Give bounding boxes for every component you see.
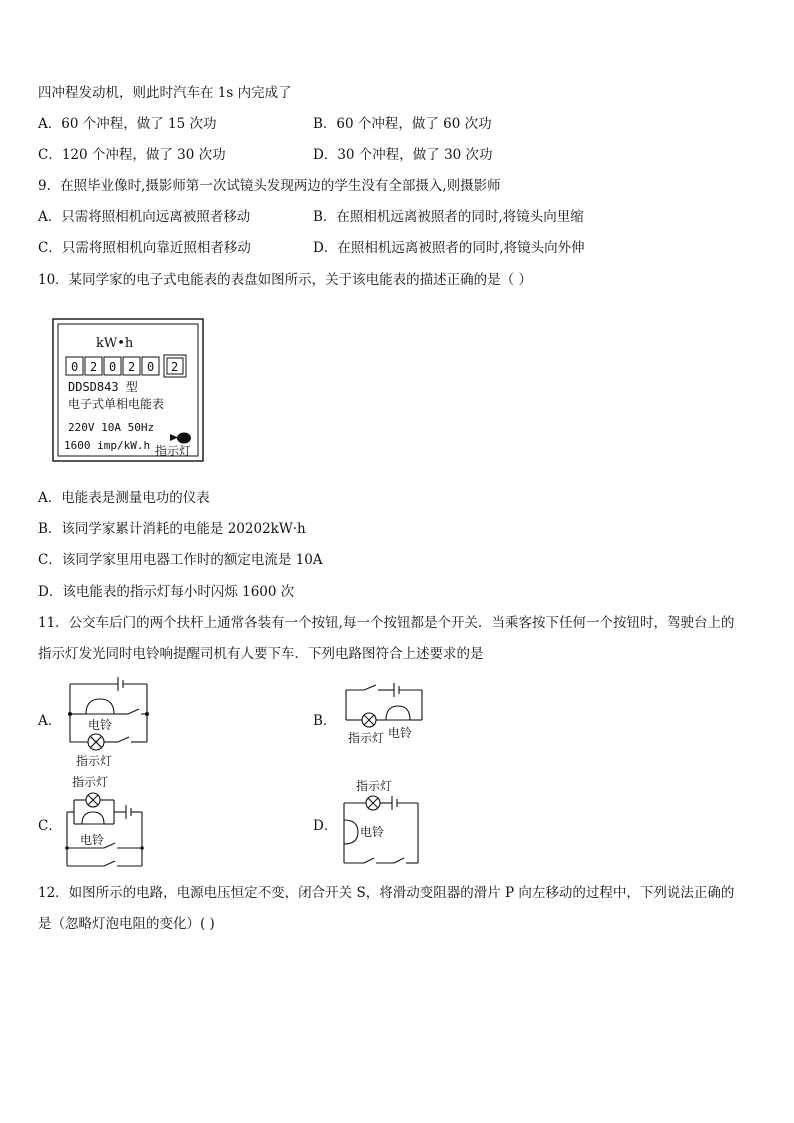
- lamp-label: 指示灯: [348, 731, 385, 745]
- q9-option-c: C．只需将照相机向靠近照相者移动: [38, 240, 251, 256]
- circuit-a-label: A．: [38, 713, 62, 729]
- meter-name: 电子式单相电能表: [68, 397, 165, 411]
- q11-stem-line1: 11．公交车后门的两个扶杆上通常各装有一个按钮,每一个按钮都是个开关．当乘客按下任何一个按钮时，驾驶台上的: [38, 615, 735, 631]
- meter-imp: 1600 imp/kW.h: [64, 439, 151, 452]
- q12-stem-line1: 12．如图所示的电路，电源电压恒定不变，闭合开关 S，将滑动变阻器的滑片 P 向左移动的过程中，下列说法正确的: [38, 885, 735, 901]
- meter-digit: 2: [90, 360, 98, 374]
- q9-stem: 9．在照毕业像时,摄影师第一次试镜头发现两边的学生没有全部摄入,则摄影师: [38, 178, 501, 194]
- meter-digit: 0: [109, 360, 117, 374]
- q10-option-a: A．电能表是测量电功的仪表: [38, 490, 210, 506]
- lamp-label: 指示灯: [76, 754, 113, 768]
- circuit-c-label: C．: [38, 818, 62, 834]
- meter-digit: 0: [147, 360, 155, 374]
- q10-option-b: B．该同学家累计消耗的电能是 20202kW·h: [38, 521, 306, 537]
- q8-option-a: A．60 个冲程，做了 15 次功: [38, 116, 217, 132]
- q8-option-d: D．30 个冲程，做了 30 次功: [313, 147, 493, 163]
- bell-icon: [386, 706, 410, 720]
- circuit-b-label: B．: [313, 713, 337, 729]
- meter-model: DDSD843 型: [68, 380, 138, 394]
- q10-option-c: C．该同学家里用电器工作时的额定电流是 10A: [38, 552, 323, 568]
- bell-label: 电铃: [360, 825, 385, 839]
- circuit-a-diagram: [60, 674, 160, 770]
- circuit-c-diagram: [60, 772, 150, 872]
- bell-label: 电铃: [388, 726, 413, 740]
- q8-stem: 四冲程发动机，则此时汽车在 1s 内完成了: [38, 85, 292, 101]
- q8-option-b: B．60 个冲程，做了 60 次功: [313, 116, 492, 132]
- indicator-light-icon: [177, 433, 191, 444]
- meter-digit: 2: [128, 360, 136, 374]
- bell-icon: [86, 699, 114, 714]
- meter-indicator-label: 指示灯: [155, 444, 192, 458]
- bell-icon: [344, 820, 358, 844]
- meter-digit: 0: [71, 360, 79, 374]
- q10-option-d: D．该电能表的指示灯每小时闪烁 1600 次: [38, 584, 295, 600]
- q9-option-a: A．只需将照相机向远离被照者移动: [38, 209, 251, 225]
- bell-label: 电铃: [80, 833, 105, 847]
- circuit-b-diagram: [338, 680, 432, 752]
- meter-unit: kW•h: [96, 336, 134, 351]
- circuit-d-label: D．: [313, 818, 338, 834]
- q11-stem-line2: 指示灯发光同时电铃响提醒司机有人要下车．下列电路图符合上述要求的是: [38, 646, 484, 662]
- lamp-label: 指示灯: [72, 775, 109, 789]
- bell-label: 电铃: [88, 718, 113, 732]
- meter-digit-red: 2: [171, 360, 179, 374]
- q10-stem: 10．某同学家的电子式电能表的表盘如图所示，关于该电能表的描述正确的是（ ）: [38, 272, 532, 288]
- q8-option-c: C．120 个冲程，做了 30 次功: [38, 147, 226, 163]
- bell-icon: [82, 812, 104, 824]
- circuit-d-diagram: [336, 776, 426, 870]
- q9-option-b: B．在照相机远离被照者的同时,将镜头向里缩: [313, 209, 584, 225]
- q12-stem-line2: 是（忽略灯泡电阻的变化）( ): [38, 916, 215, 932]
- meter-specs: 220V 10A 50Hz: [68, 421, 155, 434]
- q9-option-d: D．在照相机远离被照者的同时,将镜头向外伸: [313, 240, 585, 256]
- electric-meter-figure: [52, 318, 206, 464]
- lamp-label: 指示灯: [356, 779, 393, 793]
